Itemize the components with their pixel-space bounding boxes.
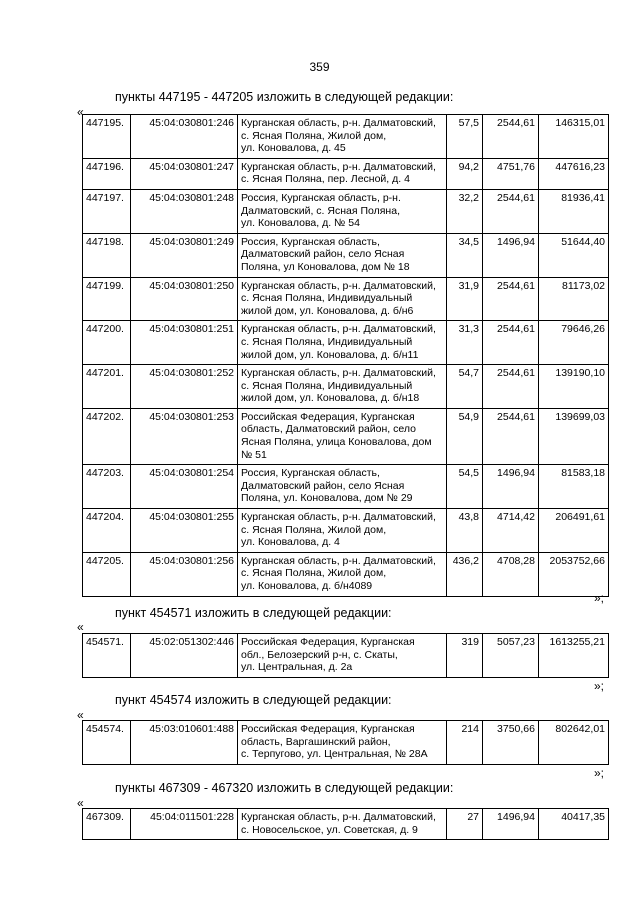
address-line: жилой дом, ул. Коновалова, д. б/н6 bbox=[241, 304, 414, 317]
address-line: с. Терпугово, ул. Центральная, № 28А bbox=[241, 748, 428, 761]
opening-quote: « bbox=[77, 708, 84, 722]
area-cell: 436,2 bbox=[447, 552, 483, 596]
section-heading: пункт 454574 изложить в следующей редакции: bbox=[115, 693, 392, 707]
address-cell bbox=[238, 115, 447, 159]
cadastral-value-cell: 206491,61 bbox=[539, 509, 609, 553]
cadastral-number-cell: 45:02:051302:446 bbox=[131, 634, 238, 678]
address-line: Российская Федерация, Курганская bbox=[241, 723, 415, 735]
address-line: Далматовский, с. Ясная Поляна, bbox=[241, 204, 400, 217]
address-cell bbox=[238, 552, 447, 596]
area-cell: 31,3 bbox=[447, 321, 483, 365]
cadastral-table bbox=[82, 720, 609, 765]
address-line: Российская Федерация, Курганская bbox=[241, 636, 415, 648]
address-line: Курганская область, р-н. Далматовский, bbox=[241, 367, 436, 380]
area-cell: 214 bbox=[447, 721, 483, 765]
address-line: жилой дом, ул. Коновалова, д. б/н18 bbox=[241, 392, 420, 405]
address-line: область, Варгашинский район, bbox=[241, 735, 391, 748]
table-row bbox=[83, 509, 609, 553]
address-line: ул. Коновалова, д. 45 bbox=[241, 142, 346, 155]
address-line: с. Ясная Поляна, Индивидуальный bbox=[241, 379, 413, 392]
area-cell: 31,9 bbox=[447, 277, 483, 321]
address-line: Курганская область, р-н. Далматовский, bbox=[241, 117, 436, 129]
address-line: с. Ясная Поляна, пер. Лесной, д. 4 bbox=[241, 173, 410, 186]
address-line: жилой дом, ул. Коновалова, д. б/н11 bbox=[241, 348, 419, 361]
table-row bbox=[83, 365, 609, 409]
address-line: Ясная Поляна, улица Коновалова, дом bbox=[241, 436, 432, 449]
cadastral-number-cell: 45:04:030801:256 bbox=[131, 552, 238, 596]
address-line: Российская Федерация, Курганская bbox=[241, 410, 415, 423]
item-number-cell: 454574. bbox=[83, 721, 131, 765]
cadastral-number-cell: 45:04:011501:228 bbox=[131, 809, 238, 840]
table-row bbox=[83, 233, 609, 277]
table-row bbox=[83, 189, 609, 233]
unit-value-cell: 4714,42 bbox=[483, 509, 539, 553]
address-cell bbox=[238, 365, 447, 409]
area-cell: 43,8 bbox=[447, 509, 483, 553]
address-line: Курганская область, р-н. Далматовский, bbox=[241, 323, 436, 336]
address-line: Курганская область, р-н. Далматовский, bbox=[241, 554, 436, 567]
table-row bbox=[83, 277, 609, 321]
opening-quote: « bbox=[77, 796, 84, 810]
unit-value-cell: 4751,76 bbox=[483, 158, 539, 189]
unit-value-cell: 3750,66 bbox=[483, 721, 539, 765]
unit-value-cell: 1496,94 bbox=[483, 465, 539, 509]
table-row bbox=[83, 321, 609, 365]
cadastral-value-cell: 1613255,21 bbox=[539, 634, 609, 678]
cadastral-number-cell: 45:04:030801:254 bbox=[131, 465, 238, 509]
cadastral-number-cell: 45:04:030801:253 bbox=[131, 408, 238, 464]
address-line: с. Ясная Поляна, Жилой дом, bbox=[241, 523, 387, 536]
item-number-cell: 447202. bbox=[83, 408, 131, 464]
address-line: Россия, Курганская область, р-н. bbox=[241, 191, 401, 204]
unit-value-cell: 2544,61 bbox=[483, 365, 539, 409]
cadastral-value-cell: 40417,35 bbox=[539, 809, 609, 840]
unit-value-cell: 4708,28 bbox=[483, 552, 539, 596]
item-number-cell: 447195. bbox=[83, 115, 131, 159]
address-line: Курганская область, р-н. Далматовский, bbox=[241, 511, 436, 524]
address-line: Поляна, ул Коновалова, дом № 18 bbox=[241, 260, 410, 273]
item-number-cell: 454571. bbox=[83, 634, 131, 678]
table-row bbox=[83, 552, 609, 596]
item-number-cell: 447196. bbox=[83, 158, 131, 189]
item-number-cell: 447200. bbox=[83, 321, 131, 365]
cadastral-value-cell: 139699,03 bbox=[539, 408, 609, 464]
table-row bbox=[83, 721, 609, 765]
address-line: № 51 bbox=[241, 448, 267, 461]
cadastral-number-cell: 45:04:030801:252 bbox=[131, 365, 238, 409]
page-number: 359 bbox=[309, 60, 330, 74]
address-line: с. Ясная Поляна, Индивидуальный bbox=[241, 292, 413, 305]
closing-quote: »; bbox=[594, 679, 605, 693]
item-number-cell: 447201. bbox=[83, 365, 131, 409]
closing-quote: »; bbox=[594, 766, 605, 780]
address-line: Курганская область, р-н. Далматовский, bbox=[241, 279, 436, 292]
address-cell bbox=[238, 158, 447, 189]
cadastral-value-cell: 802642,01 bbox=[539, 721, 609, 765]
address-line: с. Ясная Поляна, Индивидуальный bbox=[241, 335, 413, 348]
address-line: обл., Белозерский р-н, с. Скаты, bbox=[241, 648, 398, 661]
cadastral-number-cell: 45:04:030801:246 bbox=[131, 115, 238, 159]
address-line: ул. Коновалова, д. № 54 bbox=[241, 217, 360, 230]
cadastral-table bbox=[82, 114, 609, 597]
address-line: Далматовский район, село Ясная bbox=[241, 248, 405, 261]
unit-value-cell: 2544,61 bbox=[483, 115, 539, 159]
table-row bbox=[83, 634, 609, 678]
address-cell bbox=[238, 634, 447, 678]
address-cell bbox=[238, 465, 447, 509]
item-number-cell: 447205. bbox=[83, 552, 131, 596]
item-number-cell: 447198. bbox=[83, 233, 131, 277]
address-cell bbox=[238, 233, 447, 277]
table-row bbox=[83, 809, 609, 840]
section-heading: пункт 454571 изложить в следующей редакции: bbox=[115, 606, 392, 620]
area-cell: 34,5 bbox=[447, 233, 483, 277]
cadastral-value-cell: 139190,10 bbox=[539, 365, 609, 409]
unit-value-cell: 1496,94 bbox=[483, 233, 539, 277]
cadastral-value-cell: 81936,41 bbox=[539, 189, 609, 233]
item-number-cell: 447203. bbox=[83, 465, 131, 509]
cadastral-number-cell: 45:04:030801:251 bbox=[131, 321, 238, 365]
address-line: область, Далматовский район, село bbox=[241, 423, 416, 436]
address-line: Далматовский район, село Ясная bbox=[241, 479, 405, 492]
address-line: ул. Коновалова, д. б/н4089 bbox=[241, 580, 373, 592]
address-line: Россия, Курганская область, bbox=[241, 467, 380, 480]
item-number-cell: 447204. bbox=[83, 509, 131, 553]
unit-value-cell: 2544,61 bbox=[483, 321, 539, 365]
area-cell: 32,2 bbox=[447, 189, 483, 233]
unit-value-cell: 2544,61 bbox=[483, 277, 539, 321]
area-cell: 27 bbox=[447, 809, 483, 840]
table-row bbox=[83, 115, 609, 159]
cadastral-table bbox=[82, 808, 609, 840]
cadastral-number-cell: 45:04:030801:248 bbox=[131, 189, 238, 233]
cadastral-number-cell: 45:04:030801:255 bbox=[131, 509, 238, 553]
section-heading: пункты 467309 - 467320 изложить в следующей редакции: bbox=[115, 781, 454, 795]
cadastral-value-cell: 79646,26 bbox=[539, 321, 609, 365]
address-cell bbox=[238, 509, 447, 553]
area-cell: 319 bbox=[447, 634, 483, 678]
table-row bbox=[83, 465, 609, 509]
cadastral-table bbox=[82, 633, 609, 678]
table-row bbox=[83, 408, 609, 464]
cadastral-number-cell: 45:04:030801:249 bbox=[131, 233, 238, 277]
section-heading: пункты 447195 - 447205 изложить в следующей редакции: bbox=[115, 90, 454, 104]
address-cell bbox=[238, 809, 447, 840]
address-cell bbox=[238, 277, 447, 321]
address-cell bbox=[238, 321, 447, 365]
cadastral-value-cell: 81583,18 bbox=[539, 465, 609, 509]
cadastral-value-cell: 2053752,66 bbox=[539, 552, 609, 596]
address-cell bbox=[238, 408, 447, 464]
opening-quote: « bbox=[77, 620, 84, 634]
area-cell: 54,7 bbox=[447, 365, 483, 409]
area-cell: 94,2 bbox=[447, 158, 483, 189]
address-cell bbox=[238, 721, 447, 765]
address-cell bbox=[238, 189, 447, 233]
address-line: Россия, Курганская область, bbox=[241, 235, 380, 248]
closing-quote: »; bbox=[594, 591, 605, 605]
unit-value-cell: 1496,94 bbox=[483, 809, 539, 840]
unit-value-cell: 2544,61 bbox=[483, 189, 539, 233]
area-cell: 54,5 bbox=[447, 465, 483, 509]
address-line: Курганская область, р-н. Далматовский, bbox=[241, 160, 436, 173]
address-line: с. Новосельское, ул. Советская, д. 9 bbox=[241, 823, 418, 836]
address-line: Курганская область, р-н. Далматовский, bbox=[241, 811, 436, 823]
table-row bbox=[83, 158, 609, 189]
address-line: ул. Коновалова, д. 4 bbox=[241, 536, 340, 549]
cadastral-number-cell: 45:04:030801:247 bbox=[131, 158, 238, 189]
unit-value-cell: 2544,61 bbox=[483, 408, 539, 464]
opening-quote: « bbox=[77, 105, 84, 119]
address-line: с. Ясная Поляна, Жилой дом, bbox=[241, 567, 387, 580]
cadastral-number-cell: 45:04:030801:250 bbox=[131, 277, 238, 321]
address-line: с. Ясная Поляна, Жилой дом, bbox=[241, 129, 387, 142]
address-line: Поляна, ул. Коновалова, дом № 29 bbox=[241, 492, 413, 505]
area-cell: 54,9 bbox=[447, 408, 483, 464]
cadastral-value-cell: 81173,02 bbox=[539, 277, 609, 321]
unit-value-cell: 5057,23 bbox=[483, 634, 539, 678]
cadastral-number-cell: 45:03:010601:488 bbox=[131, 721, 238, 765]
item-number-cell: 447197. bbox=[83, 189, 131, 233]
cadastral-value-cell: 51644,40 bbox=[539, 233, 609, 277]
item-number-cell: 467309. bbox=[83, 809, 131, 840]
area-cell: 57,5 bbox=[447, 115, 483, 159]
address-line: ул. Центральная, д. 2а bbox=[241, 661, 353, 674]
cadastral-value-cell: 146315,01 bbox=[539, 115, 609, 159]
cadastral-value-cell: 447616,23 bbox=[539, 158, 609, 189]
item-number-cell: 447199. bbox=[83, 277, 131, 321]
